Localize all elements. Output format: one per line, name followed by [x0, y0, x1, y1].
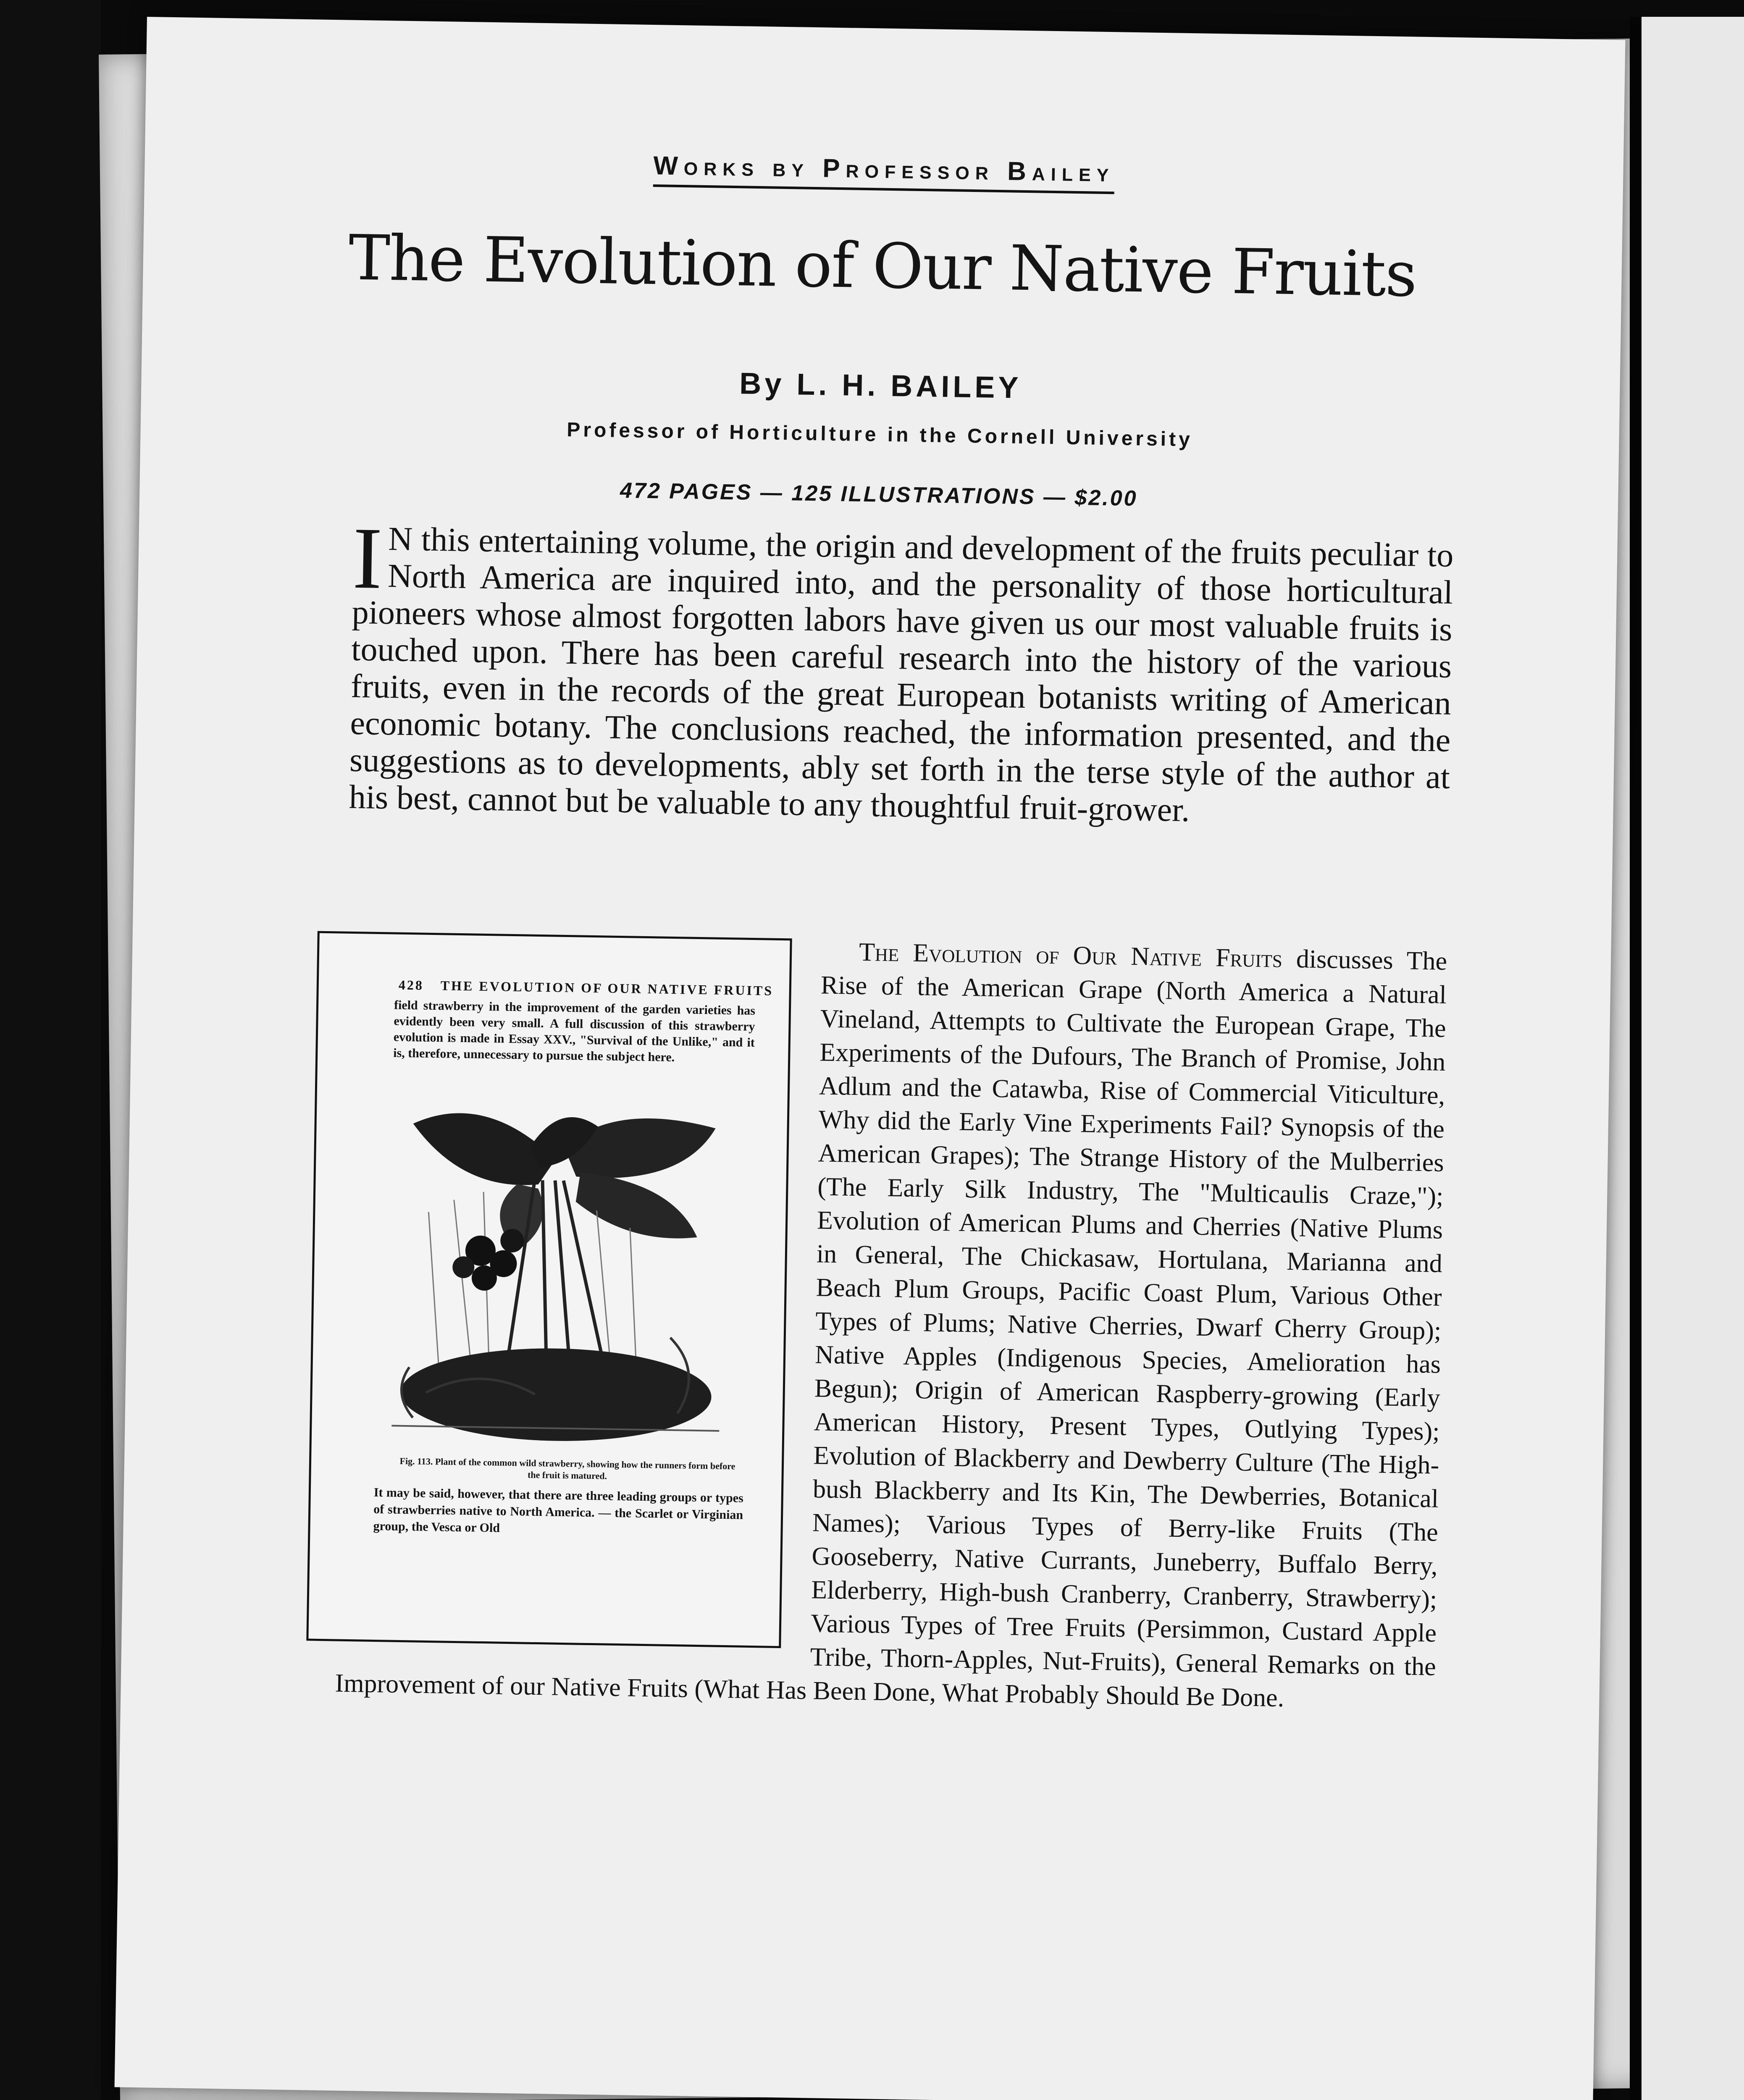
- intro-paragraph: [349, 509, 1454, 833]
- book-title: The Evolution of Our Native Fruits: [348, 221, 1417, 311]
- author-affiliation: Professor of Horticulture in the Cornell University: [566, 418, 1193, 451]
- author-byline: By L. H. BAILEY: [739, 367, 1022, 405]
- series-heading-text: Works by Professor Bailey: [653, 151, 1115, 194]
- drop-cap: I: [352, 509, 383, 607]
- sample-page-number: 428: [398, 977, 424, 993]
- scan-margin: [0, 0, 101, 2100]
- contents-text: discusses The Rise of the American Grape (North America a Natural Vineland, Attempts to Cultivate the European Grape, The Experiments of the Dufours, The Branch of Promise, John Adlum and the Catawba, Rise of Commercial Viticulture, Why did the Early Vine Experiments Fail? Synopsis of the American Grapes); The Strange History of the Mulberries (The Early Silk Industry, The "Multicaulis Craze,"); Evolution of American Plums and Cherries (Native Plums in General, The Chickasaw, Hortulana, Marianna and Beach Plum Groups, Pacific Coast Plum, Various Other Types of Plums; Native Cherries, Dwarf Cherry Group); Native Apples (Indigenous Species, Amelioration has Begun); Origin of American Raspberry-growing (Early American History, Present Types, Outlying Types); Evolution of Blackberry and Dewberry Culture (The High-bush Blackberry and Its Kin, The Dewberries, Botanical Names); Various Types of Berry-like Fruits (The Gooseberry, Native Currants, Juneberry, Buffalo Berry, Elderberry, High-bush Cranberry, Cranberry, Strawberry); Various Types of Tree Fruits (Persimmon, Custard Apple Tribe, Thorn-Apples, Nut-Fruits), General Remarks on the Improvement of our Native Fruits (What Has Been Done, What Probably Should Be Done.: [335, 944, 1447, 1713]
- sample-page-text-top: field strawberry in the improvement of the garden varieties has evidently been very small. A full discussion of this strawberry evolution is made in Essay XXV., "Survival of the Unlike," and it is, therefore, unnecessary to pursue the subject here.: [393, 998, 756, 1065]
- series-heading: [144, 143, 1623, 196]
- contents-lead-title: The Evolution of Our Native Fruits: [859, 937, 1283, 973]
- figure-caption: Fig. 113. Plant of the common wild strawberry, showing how the runners form before the fruit is matured.: [399, 1455, 735, 1481]
- adjacent-page-edge: [1630, 17, 1744, 2100]
- intro-text: N this entertaining volume, the origin and development of the fruits peculiar to North America are inquired into, and the personality of those horticultural pioneers whose almost forgotten labors have given us our most valuable fruits is touched upon. There has been careful research into the history of the various fruits, even in the records of the great European botanists writing of American economic botany. The conclusions reached, the information presented, and the suggestions as to developments, ably set forth in the terse style of the author at his best, cannot but be valuable to any thoughtful fruit-grower.: [349, 520, 1454, 829]
- contents-paragraph: [335, 927, 1447, 1717]
- sample-page-text-bottom: It may be said, however, that there are three leading groups or types of strawberries native to North America. — the Scarlet or Virginian group, the Vesca or Old: [373, 1485, 744, 1535]
- strawberry-illustration: [375, 1073, 742, 1448]
- book-pricing: 472 PAGES — 125 ILLUSTRATIONS — $2.00: [620, 478, 1138, 511]
- sample-running-head: THE EVOLUTION OF OUR NATIVE FRUITS: [440, 978, 774, 998]
- sample-page-figure: [306, 931, 792, 1648]
- advertisement-page: [115, 17, 1626, 2100]
